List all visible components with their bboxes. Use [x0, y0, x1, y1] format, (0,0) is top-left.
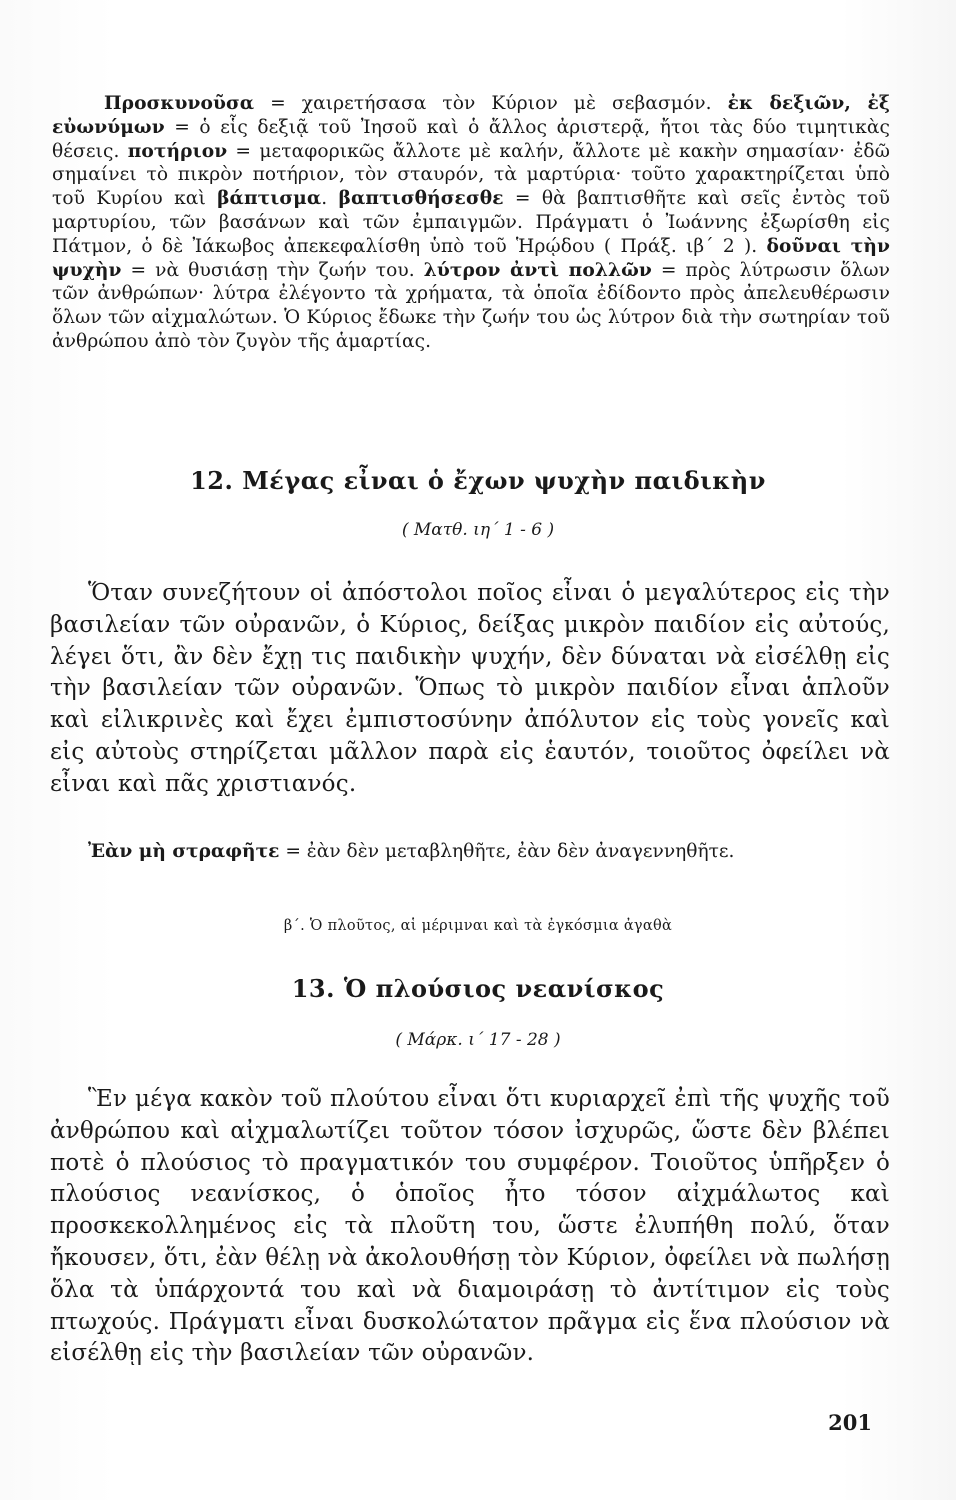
- glossary-definition: .: [321, 188, 339, 210]
- glossary-definition: = πρὸς λύτρωσιν ὅλων τῶν ἀνθρώπων· λύτρα ἐλέγοντο τὰ χρήματα, τὰ ὁποῖα ἐδίδοντο πρὸς ἀπελευθέρωσιν ὅλων τῶν αἰχμαλώτων. Ὁ Κύριος ἔδωκε τὴν ζωήν του ὡς λύτρον διὰ τὴν σωτηρίαν τοῦ ἀνθρώπου ἀπὸ τὸν ζυγὸν τῆς ἁμαρτίας.: [52, 259, 890, 352]
- section-12-reference: ( Ματθ. ιη΄ 1 - 6 ): [401, 520, 555, 540]
- glossary-term: βάπτισμα: [217, 188, 322, 210]
- section-12-note: [50, 840, 890, 864]
- glossary-term: λύτρον ἀντὶ πολλῶν: [423, 259, 652, 281]
- glossary-definition: = χαιρετήσασα τὸν Κύριον μὲ σεβασμόν.: [254, 93, 728, 114]
- glossary-definition: = ὁ εἷς δεξιᾷ τοῦ Ἰησοῦ καὶ ὁ ἄλλος ἀριστερᾷ, ἤτοι τὰς δύο τιμητικὰς θέσεις.: [52, 116, 890, 162]
- glossary-definition: = νὰ θυσιάσῃ τὴν ζωήν του.: [121, 259, 424, 281]
- note-term: Ἐὰν μὴ στραφῆτε: [88, 841, 280, 862]
- section-13-heading: 13. Ὁ πλούσιος νεανίσκος: [291, 974, 665, 1003]
- section-12-body: [50, 578, 890, 801]
- glossary-definition: = μεταφορικῶς ἄλλοτε μὲ καλήν, ἄλλοτε μὲ κακὴν σημασίαν· ἐδῶ σημαίνει τὸ πικρὸν ποτήριον, τὸν σταυρόν, τὰ μαρτύρια· τοῦτο χαρακτηρίζεται ὑπὸ τοῦ Κυρίου καὶ: [52, 140, 890, 210]
- glossary-block: [52, 92, 890, 354]
- section-12-paragraph: Ὅταν συνεζήτουν οἱ ἀπόστολοι ποῖος εἶναι ὁ μεγαλύτερος εἰς τὴν βασιλείαν τῶν οὐρανῶν, ὁ Κύριος, δείξας μικρὸν παιδίον εἰς αὐτούς, λέγει ὅτι, ἂν δὲν ἔχῃ τις παιδικὴν ψυχήν, δὲν δύναται νὰ εἰσέλθῃ εἰς τὴν βασιλείαν τῶν οὐρανῶν. Ὅπως τὸ μικρὸν παιδίον εἶναι ἁπλοῦν καὶ εἰλικρινὲς καὶ ἔχει ἐμπιστοσύνην ἀπόλυτον εἰς τοὺς γονεῖς καὶ εἰς αὐτοὺς στηρίζεται μᾶλλον παρὰ εἰς ἑαυτόν, τοιοῦτος ὀφείλει νὰ εἶναι καὶ πᾶς χριστιανός.: [50, 580, 890, 797]
- section-13-reference: ( Μάρκ. ι΄ 17 - 28 ): [395, 1030, 561, 1050]
- section-13-body: [50, 1084, 890, 1370]
- section-12-heading: 12. Μέγας εἶναι ὁ ἔχων ψυχὴν παιδικὴν: [190, 466, 766, 495]
- subsection-title: β΄. Ὁ πλοῦτος, αἱ μέριμναι καὶ τὰ ἐγκόσμια ἀγαθὰ: [283, 918, 673, 934]
- section-13-paragraph: Ἓν μέγα κακὸν τοῦ πλούτου εἶναι ὅτι κυριαρχεῖ ἐπὶ τῆς ψυχῆς τοῦ ἀνθρώπου καὶ αἰχμαλωτίζει τοῦτον τόσον ἰσχυρῶς, ὥστε δὲν βλέπει ποτὲ ὁ πλούσιος τὸ πραγματικόν του συμφέρον. Τοιοῦτος ὑπῆρξεν ὁ πλούσιος νεανίσκος, ὁ ὁποῖος ἦτο τόσον αἰχμάλωτος καὶ προσκεκολλημένος εἰς τὰ πλοῦτη του, ὥστε ἐλυπήθη πολύ, ὅταν ἤκουσεν, ὅτι, ἐὰν θέλῃ νὰ ἀκολουθήσῃ τὸν Κύριον, ὀφείλει νὰ πωλήσῃ ὅλα τὰ ὑπάρχοντά του καὶ νὰ διαμοιράσῃ τὸ ἀντίτιμον εἰς τοὺς πτωχούς. Πράγματι εἶναι δυσκολώτατον πρᾶγμα εἰς ἕνα πλούσιον νὰ εἰσέλθῃ εἰς τὴν βασιλείαν τῶν οὐρανῶν.: [50, 1086, 890, 1367]
- note-paragraph: [50, 840, 890, 864]
- glossary-paragraph: [52, 92, 890, 354]
- glossary-term: ποτήριον: [127, 140, 228, 162]
- glossary-term: Προσκυνοῦσα: [104, 93, 255, 114]
- glossary-term: δοῦναι τὴν ψυχὴν: [52, 235, 890, 281]
- glossary-term: ἐκ δεξιῶν, ἐξ εὐωνύμων: [52, 93, 890, 138]
- page-number: 201: [828, 1410, 872, 1435]
- glossary-term: βαπτισθήσεσθε: [338, 188, 504, 210]
- glossary-definition: = θὰ βαπτισθῆτε καὶ σεῖς ἐντὸς τοῦ μαρτυρίου, τῶν βασάνων καὶ τῶν ἐμπαιγμῶν. Πράγματι ὁ Ἰωάννης ἐξωρίσθη εἰς Πάτμον, ὁ δὲ Ἰάκωβος ἀπεκεφαλίσθη ὑπὸ τοῦ Ἡρῴδου ( Πράξ. ιβ΄ 2 ).: [52, 188, 890, 257]
- note-definition: = ἐὰν δὲν μεταβληθῆτε, ἐὰν δὲν ἀναγεννηθῆτε.: [279, 841, 735, 862]
